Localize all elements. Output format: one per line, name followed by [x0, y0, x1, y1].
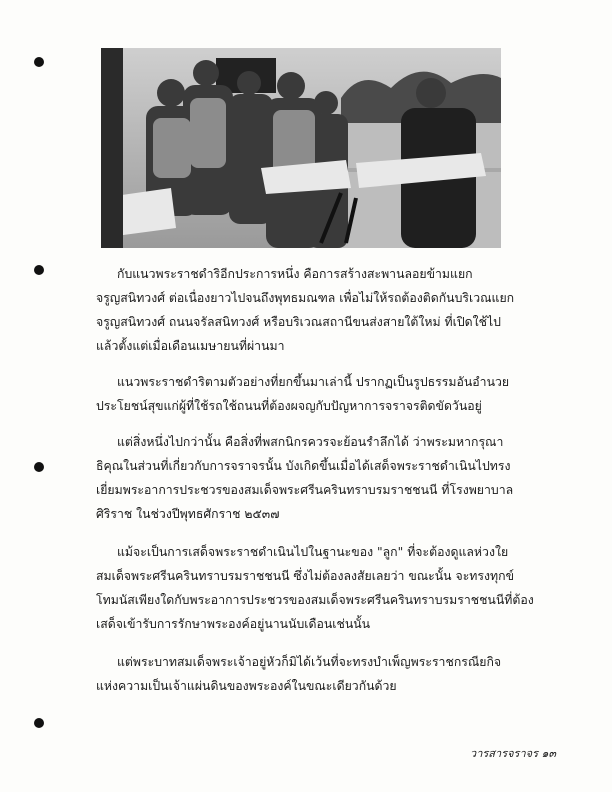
binder-hole: [34, 265, 44, 275]
page-footer: วารสารจราจร ๑๓: [470, 747, 556, 760]
text-line: ศิริราช ในช่วงปีพุทธศักราช ๒๕๓๗: [96, 507, 280, 521]
paragraph-4: [96, 540, 534, 636]
paragraph-5: [96, 650, 517, 698]
binder-hole: [34, 57, 44, 67]
text-line: แห่งความเป็นเจ้าแผ่นดินของพระองค์ในขณะเดียวกันด้วย: [96, 679, 397, 693]
text-line: กับแนวพระราชดำริอีกประการหนึ่ง คือการสร้างสะพานลอยข้ามแยก: [117, 267, 473, 281]
text-line: แต่พระบาทสมเด็จพระเจ้าอยู่หัวก็มิได้เว้นที่จะทรงบำเพ็ญพระราชกรณียกิจ: [117, 655, 502, 669]
text-line: แล้วตั้งแต่เมื่อเดือนเมษายนที่ผ่านมา: [96, 339, 285, 353]
text-line: จรูญสนิทวงศ์ ถนนจรัลสนิทวงศ์ หรือบริเวณสถานีขนส่งสายใต้ใหม่ ที่เปิดใช้ไป: [96, 315, 501, 329]
text-line: สมเด็จพระศรีนครินทราบรมราชชนนี ซึ่งไม่ต้องลงสัยเลยว่า ขณะนั้น จะทรงทุกข์: [96, 569, 514, 583]
paragraph-3: [96, 430, 517, 526]
text-line: จรูญสนิทวงศ์ ต่อเนื่องยาวไปจนถึงพุทธมณฑล เพื่อไม่ให้รถต้องติดกันบริเวณแยก: [96, 291, 515, 305]
text-line: ธิคุณในส่วนที่เกี่ยวกับการจราจรนั้น บังเกิดขึ้นเมื่อได้เสด็จพระราชดำเนินไปทรง: [96, 459, 511, 473]
paragraph-1: [96, 262, 517, 358]
paragraph-2: [96, 370, 517, 418]
text-line: แม้จะเป็นการเสด็จพระราชดำเนินไปในฐานะของ "ลูก" ที่จะต้องดูแลห่วงใย: [117, 545, 509, 559]
text-line: ประโยชน์สุขแก่ผู้ที่ใช้รถใช้ถนนที่ต้องผจญกับปัญหาการจราจรติดขัดวันอยู่: [96, 399, 482, 413]
text-line: เสด็จเข้ารับการรักษาพระองค์อยู่นานนับเดือนเช่นนั้น: [96, 617, 371, 631]
binder-hole: [34, 718, 44, 728]
text-line: เยี่ยมพระอาการประชวรของสมเด็จพระศรีนครินทราบรมราชชนนี ที่โรงพยาบาล: [96, 483, 514, 497]
text-line: แนวพระราชดำริตามตัวอย่างที่ยกขึ้นมาเล่านี้ ปรากฏเป็นรูปธรรมอันอำนวย: [117, 375, 510, 389]
text-line: โทมนัสเพียงใดกับพระอาการประชวรของสมเด็จพระศรีนครินทราบรมราชชนนีที่ต้อง: [96, 593, 534, 607]
binder-hole: [34, 462, 44, 472]
text-line: แต่สิ่งหนึ่งไปกว่านั้น คือสิ่งที่พสกนิกรควรจะย้อนรำลึกได้ ว่าพระมหากรุณา: [117, 435, 504, 449]
officials-examining-map-photo: [101, 48, 501, 248]
